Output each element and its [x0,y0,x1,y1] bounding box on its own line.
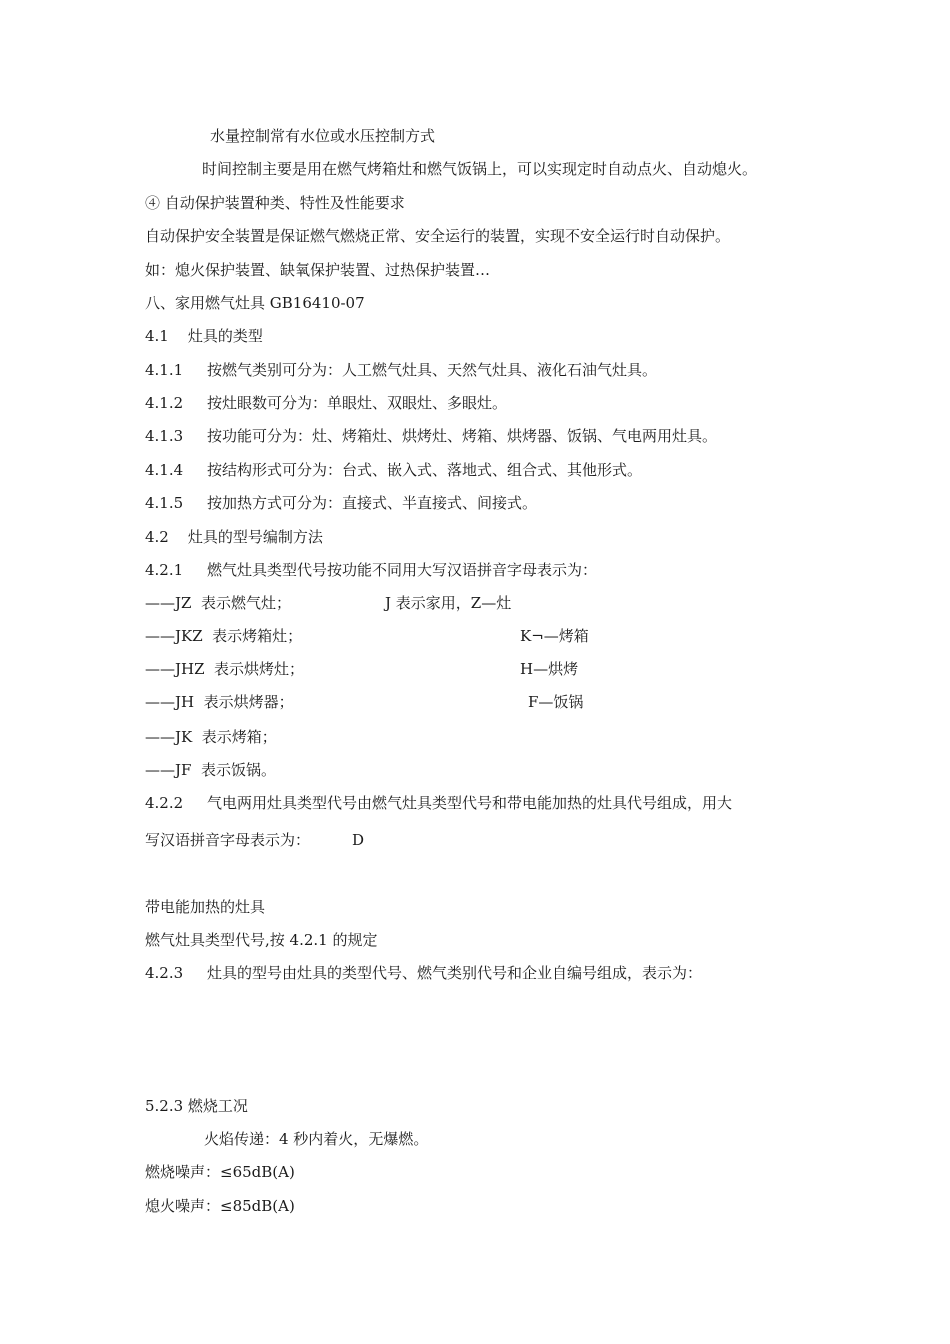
text-line: 4.2.3 灶具的型号由灶具的类型代号、燃气类别代号和企业自编号组成，表示为： [145,964,703,982]
section-heading: 八、家用燃气灶具 GB16410-07 [145,294,365,312]
code-line: ——JF 表示饭锅。 [145,761,276,779]
text-line: 如：熄火保护装置、缺氧保护装置、过热保护装置… [145,261,491,279]
text-line: 4.1.3 按功能可分为：灶、烤箱灶、烘烤灶、烤箱、烘烤器、饭锅、气电两用灶具。 [145,427,718,445]
text-line: 熄火噪声：≤85dB(A) [145,1197,295,1215]
text-line: ④ 自动保护装置种类、特性及性能要求 [145,194,405,212]
text-line: 自动保护安全装置是保证燃气燃烧正常、安全运行的装置，实现不安全运行时自动保护。 [145,227,731,245]
subsection-heading: 5.2.3 燃烧工况 [145,1097,248,1115]
code-line: ——JKZ 表示烤箱灶； [145,627,303,645]
text-line: 4.1.2 按灶眼数可分为：单眼灶、双眼灶、多眼灶。 [145,394,508,412]
text-line: 4.1.5 按加热方式可分为：直接式、半直接式、间接式。 [145,494,538,512]
text-line: 4.2.1 燃气灶具类型代号按功能不同用大写汉语拼音字母表示为： [145,561,598,579]
text-line: 水量控制常有水位或水压控制方式 [210,127,436,145]
code-line: ——JK 表示烤箱； [145,728,277,746]
text-line: 4.2.2 气电两用灶具类型代号由燃气灶具类型代号和带电能加热的灶具代号组成，用大 [145,794,733,812]
text-line: 写汉语拼音字母表示为： [145,831,311,849]
code-letter: D [352,831,365,849]
code-note: K¬—烤箱 [520,627,589,645]
code-line: ——JHZ 表示烘烤灶； [145,660,305,678]
text-line: 带电能加热的灶具 [145,898,266,916]
text-line: 燃烧噪声：≤65dB(A) [145,1163,295,1181]
text-line: 4.1.4 按结构形式可分为：台式、嵌入式、落地式、组合式、其他形式。 [145,461,643,479]
text-line: 4.1.1 按燃气类别可分为：人工燃气灶具、天然气灶具、液化石油气灶具。 [145,361,658,379]
text-line: 燃气灶具类型代号,按 4.2.1 的规定 [145,931,378,949]
code-line: ——JZ 表示燃气灶； [145,594,291,612]
code-note: H—烘烤 [520,660,579,678]
subsection-heading: 4.2 灶具的型号编制方法 [145,528,323,546]
subsection-heading: 4.1 灶具的类型 [145,327,263,345]
text-line: 时间控制主要是用在燃气烤箱灶和燃气饭锅上，可以实现定时自动点火、自动熄火。 [202,160,758,178]
code-line: ——JH 表示烘烤器； [145,693,294,711]
code-note: J 表示家用，Z—灶 [385,594,512,612]
text-line: 火焰传递：4 秒内着火，无爆燃。 [204,1130,429,1148]
code-note: F—饭锅 [528,693,584,711]
